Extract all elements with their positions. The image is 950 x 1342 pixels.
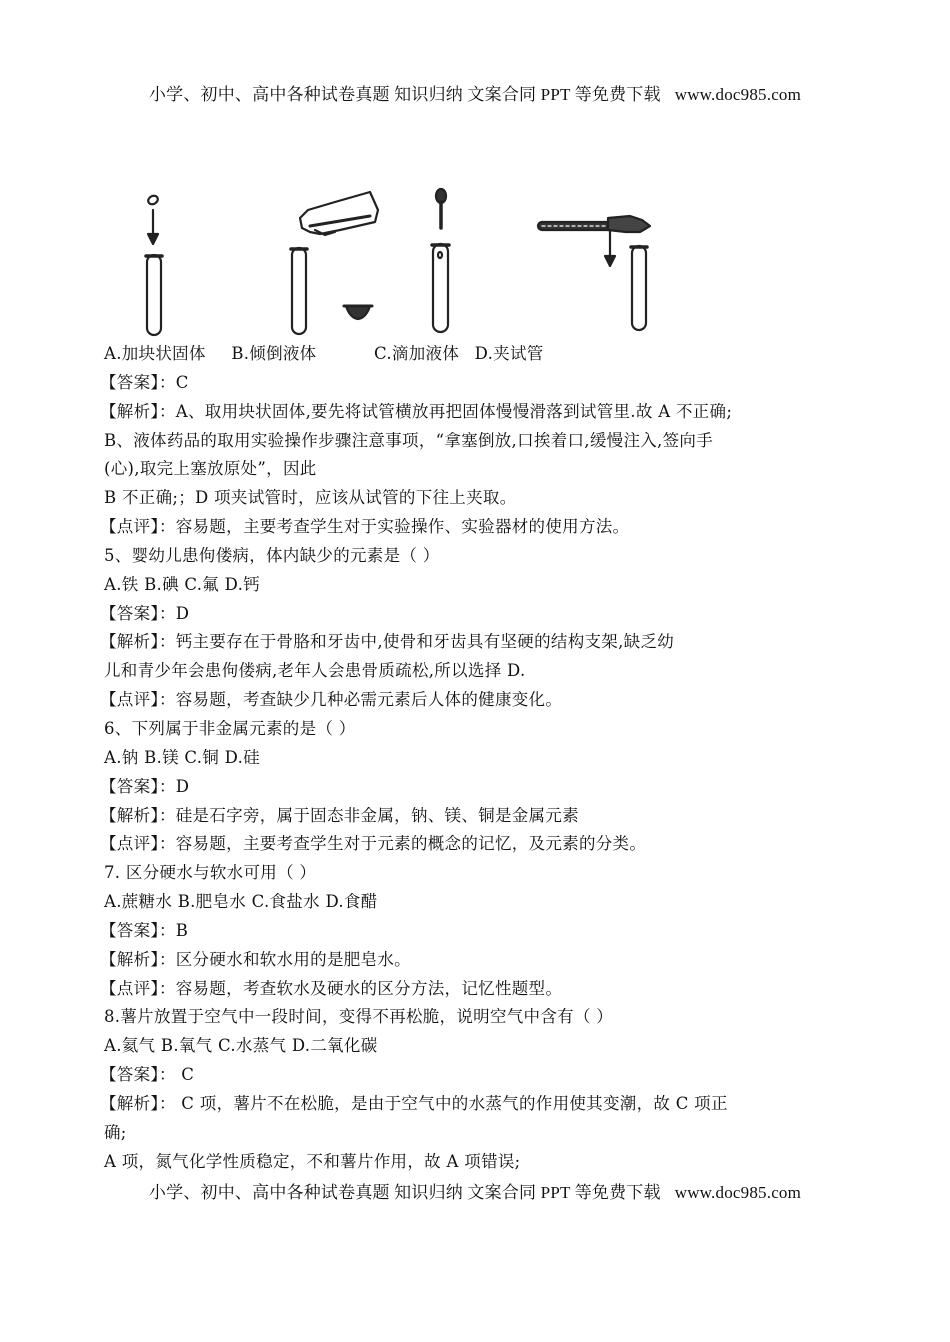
clamp-tube-panel [538, 216, 650, 330]
comment-text: 容易题，考查缺少几种必需元素后人体的健康变化。 [175, 690, 563, 710]
analysis-label: 【解析】： [100, 1093, 176, 1113]
q4-option-d: D.夹试管 [474, 344, 544, 363]
answer-label: 【答案】： [100, 603, 176, 623]
comment-text: 容易题，主要考查学生对于元素的概念的记忆，及元素的分类。 [175, 834, 647, 854]
answer-value: B [175, 920, 189, 940]
q4-answer [100, 369, 854, 398]
q5-question: 5、婴幼儿患佝偻病，体内缺少的元素是（ ） [104, 545, 440, 565]
q5-analysis-line-2: 儿和青少年会患佝偻病,老年人会患骨质疏松,所以选择 D. [104, 661, 526, 681]
q5-analysis-line-1 [100, 628, 854, 657]
page-header [0, 80, 950, 105]
answer-value: D [175, 776, 190, 796]
q4-option-a: A.加块状固体 [104, 344, 206, 363]
answer-value: C [175, 372, 189, 392]
q7-answer [100, 917, 854, 946]
q5-answer [100, 600, 854, 629]
q6-options: A.钠 B.镁 C.铜 D.硅 [104, 747, 260, 767]
answer-label: 【答案】： [100, 776, 176, 796]
q8-analysis-line-3: A 项，氮气化学性质稳定，不和薯片作用，故 A 项错误; [104, 1151, 521, 1171]
q7-analysis [100, 946, 854, 975]
analysis-text: 钙主要存在于骨胳和牙齿中,使骨和牙齿具有坚硬的结构支架,缺乏幼 [175, 632, 675, 652]
q4-option-c: C.滴加液体 [374, 344, 460, 363]
answer-label: 【答案】： [100, 1065, 176, 1085]
q4-options [104, 340, 854, 369]
q4-option-b: B.倾倒液体 [231, 344, 317, 363]
page-footer [0, 1178, 950, 1203]
q6-question: 6、下列属于非金属元素的是（ ） [104, 718, 356, 738]
document-body [100, 340, 854, 1176]
analysis-text: 区分硬水和软水用的是肥皂水。 [175, 949, 411, 969]
footer-url[interactable]: www.doc985.com [674, 1183, 802, 1202]
answer-value: C [175, 1065, 195, 1085]
comment-label: 【点评】： [100, 978, 176, 998]
q4-comment [100, 513, 854, 542]
q4-analysis-line-2: B、液体药品的取用实验操作步骤注意事项，“拿塞倒放,口挨着口,缓慢注入,签向手 [104, 430, 713, 450]
comment-text: 容易题，考查软水及硬水的区分方法，记忆性题型。 [175, 978, 563, 998]
q4-analysis-line-1 [100, 398, 854, 427]
header-url[interactable]: www.doc985.com [674, 85, 802, 104]
analysis-label: 【解析】： [100, 401, 176, 421]
q6-comment [100, 830, 854, 859]
lab-operations-illustration [130, 182, 670, 338]
add-solid-panel [146, 194, 162, 335]
q8-analysis-line-2: 确; [104, 1122, 127, 1142]
comment-label: 【点评】： [100, 834, 176, 854]
analysis-label: 【解析】： [100, 949, 176, 969]
q7-comment [100, 975, 854, 1004]
q5-comment [100, 686, 854, 715]
header-text: 小学、初中、高中各种试卷真题 知识归纳 文案合同 PPT 等免费下载 [148, 85, 661, 104]
analysis-label: 【解析】： [100, 632, 176, 652]
q5-options: A.铁 B.碘 C.氟 D.钙 [104, 574, 260, 594]
analysis-text: 硅是石字旁，属于固态非金属，钠、镁、铜是金属元素 [175, 805, 579, 825]
q6-answer [100, 773, 854, 802]
footer-text: 小学、初中、高中各种试卷真题 知识归纳 文案合同 PPT 等免费下载 [148, 1183, 661, 1202]
q8-options: A.氦气 B.氧气 C.水蒸气 D.二氧化碳 [104, 1036, 378, 1056]
answer-label: 【答案】： [100, 920, 176, 940]
q8-analysis-line-1 [100, 1090, 854, 1119]
q4-analysis-line-4: B 不正确;；D 项夹试管时，应该从试管的下往上夹取。 [104, 488, 517, 508]
answer-label: 【答案】： [100, 372, 176, 392]
analysis-text: A、取用块状固体,要先将试管横放再把固体慢慢滑落到试管里.故 A 不正确; [175, 401, 733, 421]
comment-text: 容易题，主要考查学生对于实验操作、实验器材的使用方法。 [175, 517, 630, 537]
pour-liquid-panel [291, 192, 378, 334]
q8-question: 8.薯片放置于空气中一段时间，变得不再松脆，说明空气中含有（ ） [104, 1007, 614, 1027]
q4-analysis-line-3: (心),取完上塞放原处”，因此 [104, 459, 317, 479]
analysis-text: C 项，薯片不在松脆，是由于空气中的水蒸气的作用使其变潮，故 C 项正 [175, 1093, 728, 1113]
comment-label: 【点评】： [100, 517, 176, 537]
q7-options: A.蔗糖水 B.肥皂水 C.食盐水 D.食醋 [104, 892, 378, 912]
drop-liquid-panel [432, 189, 449, 332]
lab-operations-figure [130, 182, 670, 338]
q7-question: 7. 区分硬水与软水可用（ ） [104, 863, 317, 883]
q8-answer [100, 1061, 854, 1090]
answer-value: D [175, 603, 190, 623]
comment-label: 【点评】： [100, 690, 176, 710]
q6-analysis [100, 802, 854, 831]
analysis-label: 【解析】： [100, 805, 176, 825]
